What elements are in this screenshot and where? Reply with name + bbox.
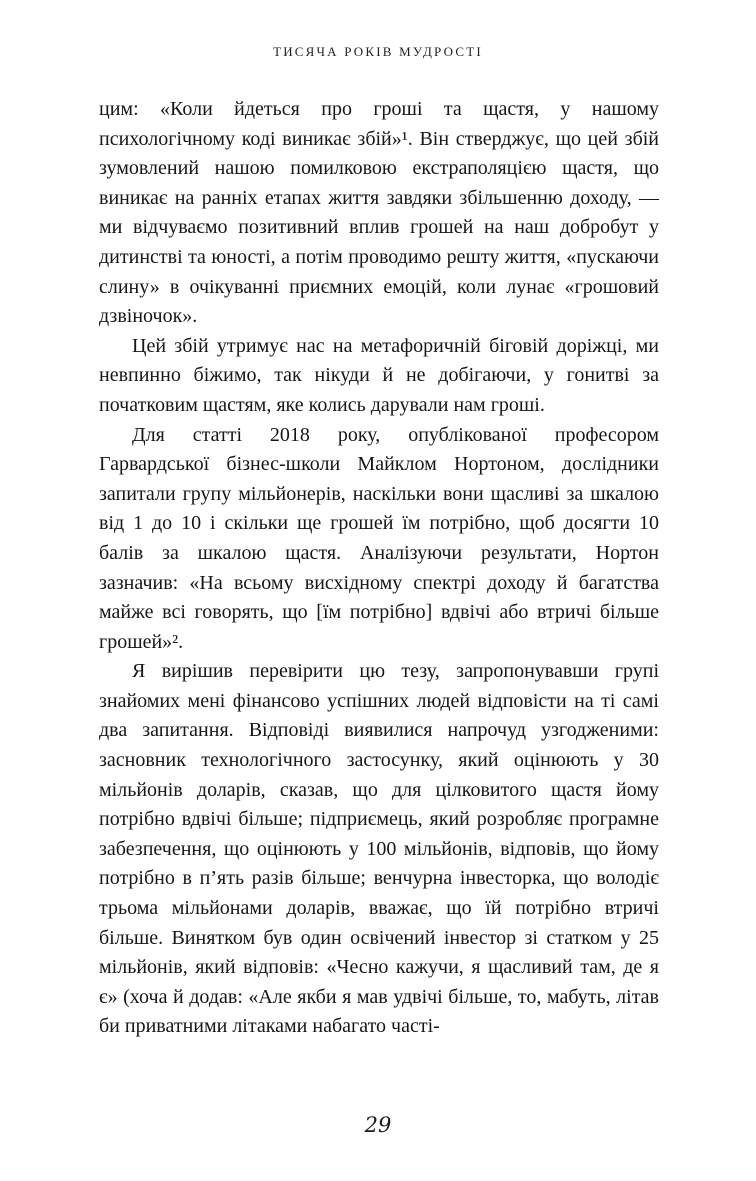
running-head: ТИСЯЧА РОКІВ МУДРОСТІ (273, 44, 483, 59)
paragraph: цим: «Коли йдеться про гроші та щастя, у нашому психологічному коді виникає збій»¹. Він стверджує, що цей збій зумовлений нашою помилковою екстраполяцією щастя, що виникає на ранніх етапах життя завдяки збільшенню доходу, — ми відчуваємо позитивний вплив грошей на наш добробут у дитинстві та юності, а потім проводимо решту життя, «пускаючи слину» в очікуванні приємних емоцій, коли лунає «грошовий дзвіночок». (99, 98, 659, 328)
paragraph: Я вирішив перевірити цю тезу, запропонувавши групі знайомих мені фінансово успішних людей відповісти на ті самі два запитання. Відповіді виявилися напрочуд узгодженими: засновник технологічного застосунку, який оцінюють у 30 мільйонів доларів, сказав, що для цілковитого щастя йому потрібно вдвічі більше; підприємець, який розробляє програмне забезпечення, що оцінюють у 100 мільйонів, відповів, що йому потрібно в п’ять разів більше; венчурна інвесторка, що володіє трьома мільйонами доларів, вважає, що їй потрібно втричі більше. Винятком був один освічений інвестор зі статком у 25 мільйонів, який відповів: «Чесно кажучи, я щасливий там, де я є» (хоча й додав: «Але якби я мав удвічі більше, то, мабуть, літав би приватними літаками набагато часті- (99, 660, 659, 1038)
paragraph: Для статті 2018 року, опублікованої професором Гарвардської бізнес-школи Майклом Нортоном, дослідники запитали групу мільйонерів, наскільки вони щасливі за шкалою від 1 до 10 і скільки ще грошей їм потрібно, щоб досягти 10 балів за шкалою щастя. Аналізуючи результати, Нортон зазначив: «На всьому висхідному спектрі доходу й багатства майже всі говорять, що [їм потрібно] вдвічі або втричі більше грошей»². (99, 423, 659, 653)
page-body (99, 95, 659, 1042)
paragraph: Цей збій утримує нас на метафоричній біговій доріжці, ми невпинно біжимо, так нікуди й не добігаючи, у гонитві за початковим щастям, яке колись дарували нам гроші. (99, 334, 659, 416)
page-number: 29 (364, 1113, 392, 1137)
